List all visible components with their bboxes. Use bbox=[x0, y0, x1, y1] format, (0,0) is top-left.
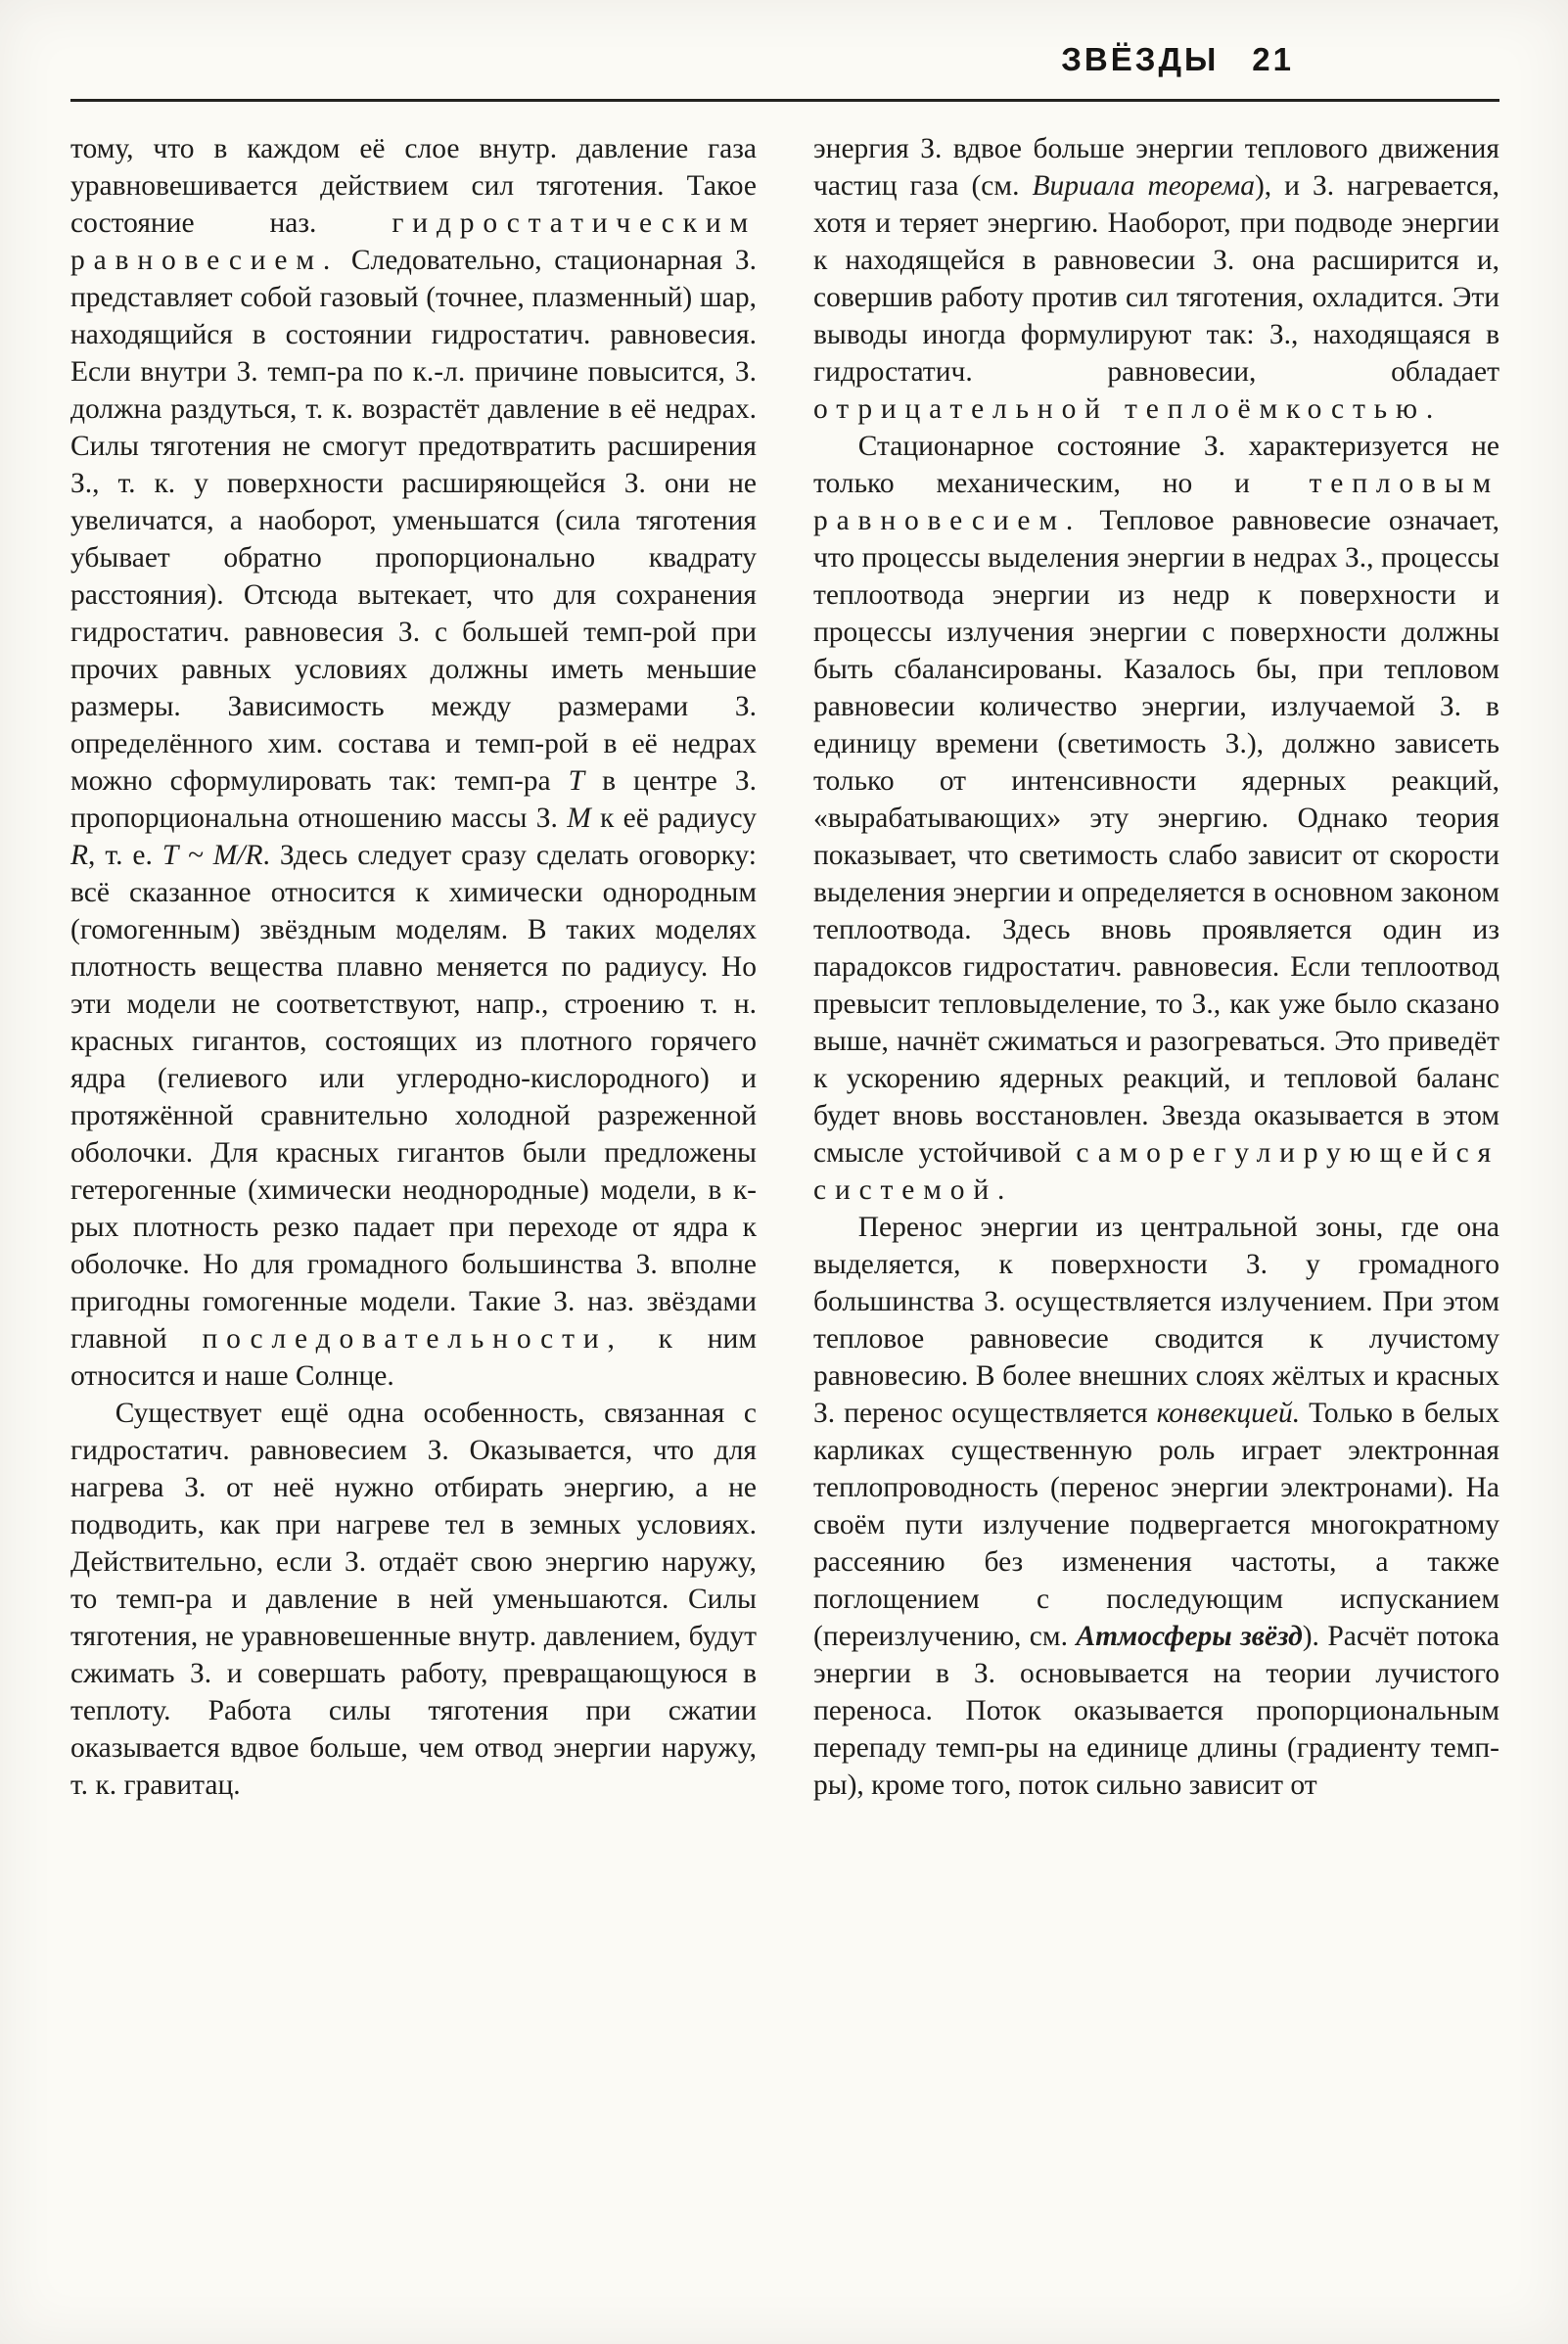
page-title: ЗВЁЗДЫ bbox=[1061, 41, 1220, 77]
paragraph: Перенос энергии из центральной зоны, где она выделяется, к поверхности З. у громадного большинства З. осуществляется излучением. При этом тепловое равновесие сводится к лучистому равновесию. В более внешних слоях жёлтых и красных З. перенос осуществляется конвекцией. Только в белых карликах существенную роль играет электронная теплопроводность (перенос энергии электронами). На своём пути излучение подвергается многократному рассеянию без изменения частоты, а также поглощением с последующим испусканием (переизлучению, см. Атмосферы звёзд). Расчёт потока энергии в З. основывается на теории лучистого переноса. Поток оказывается пропорциональным перепаду темп-ры на единице длины (градиенту темп-ры), кроме того, поток сильно зависит от bbox=[813, 1212, 1500, 1801]
paragraph: тому, что в каждом её слое внутр. давление газа уравновешивается действием сил тяготения. Такое состояние наз. гидростатическим равновесием. Следовательно, стационарная З. представляет собой газовый (точнее, плазменный) шар, находящийся в состоянии гидростатич. равновесия. Если внутри З. темп-ра по к.-л. причине повысится, З. должна раздуться, т. к. возрастёт давление в её недрах. Силы тяготения не смогут предотвратить расширения З., т. к. у поверхности расширяющейся З. они не увеличатся, а наоборот, уменьшатся (сила тяготения убывает обратно пропорционально квадрату расстояния). Отсюда вытекает, что для сохранения гидростатич. равновесия З. с большей темп-рой при прочих равных условиях должны иметь меньшие размеры. Зависимость между размерами З. определённого хим. состава и темп-рой в её недрах можно сформулировать так: темп-ра T в центре З. пропорциональна отношению массы З. M к её радиусу R, т. е. T ~ M/R. Здесь следует сразу сделать оговорку: всё сказанное относится к химически однородным (гомогенным) звёздным моделям. В таких моделях плотность вещества плавно меняется по радиусу. Но эти модели не соответствуют, напр., строению т. н. красных гигантов, состоящих из плотного горячего ядра (гелиевого или углеродно-кислородного) и протяжённой сравнительно холодной разреженной оболочки. Для красных гигантов были предложены гетерогенные (химически неоднородные) модели, в к-рых плотность резко падает при переходе от ядра к оболочке. Но для громадного большинства З. вполне пригодны гомогенные модели. Такие З. наз. звёздами главной последовательности, к ним относится и наше Солнце. bbox=[70, 133, 758, 1392]
paragraph: Существует ещё одна особенность, связанная с гидростатич. равновесием З. Оказывается, что для нагрева З. от неё нужно отбирать энергию, а не подводить, как при нагреве тел в земных условиях. Действительно, если З. отдаёт свою энергию наружу, то темп-ра и давление в ней уменьшаются. Силы тяготения, не уравновешенные внутр. давлением, будут сжимать З. и совершать работу, превращающуюся в теплоту. Работа силы тяготения при сжатии оказывается вдвое больше, чем отвод энергии наружу, т. к. гравитац. bbox=[70, 1398, 757, 1801]
paragraph: энергия З. вдвое больше энергии теплового движения частиц газа (см. Вириала теорема), и З. нагревается, хотя и теряет энергию. Наоборот, при подводе энергии к находящейся в равновесии З. она расширится и, совершив работу против сил тяготения, охладится. Эти выводы иногда формулируют так: З., находящаяся в гидростатич. равновесии, обладает отрицательной теплоёмкостью. bbox=[813, 133, 1500, 425]
right-column bbox=[813, 130, 1499, 2293]
running-header bbox=[70, 41, 1499, 78]
paragraph: Стационарное состояние З. характеризуется не только механическим, но и тепловым равновесием. Тепловое равновесие означает, что процессы выделения энергии в недрах З., процессы теплоотвода энергии из недр к поверхности и процессы излучения энергии с поверхности должны быть сбалансированы. Казалось бы, при тепловом равновесии количество энергии, излучаемой З. в единицу времени (светимость З.), должно зависеть только от интенсивности ядерных реакций, «вырабатывающих» эту энергию. Однако теория показывает, что светимость слабо зависит от скорости выделения энергии и определяется в основном законом теплоотвода. Здесь вновь проявляется один из парадоксов гидростатич. равновесия. Если теплоотвод превысит тепловыделение, то З., как уже было сказано выше, начнёт сжиматься и разогреваться. Это приведёт к ускорению ядерных реакций, и тепловой баланс будет вновь восстановлен. Звезда оказывается в этом смысле устойчивой саморегулирующейся системой. bbox=[813, 431, 1499, 1206]
left-column bbox=[70, 130, 757, 2293]
text-body bbox=[70, 130, 1499, 2293]
page-number: 21 bbox=[1252, 41, 1294, 77]
header-rule bbox=[70, 99, 1499, 102]
